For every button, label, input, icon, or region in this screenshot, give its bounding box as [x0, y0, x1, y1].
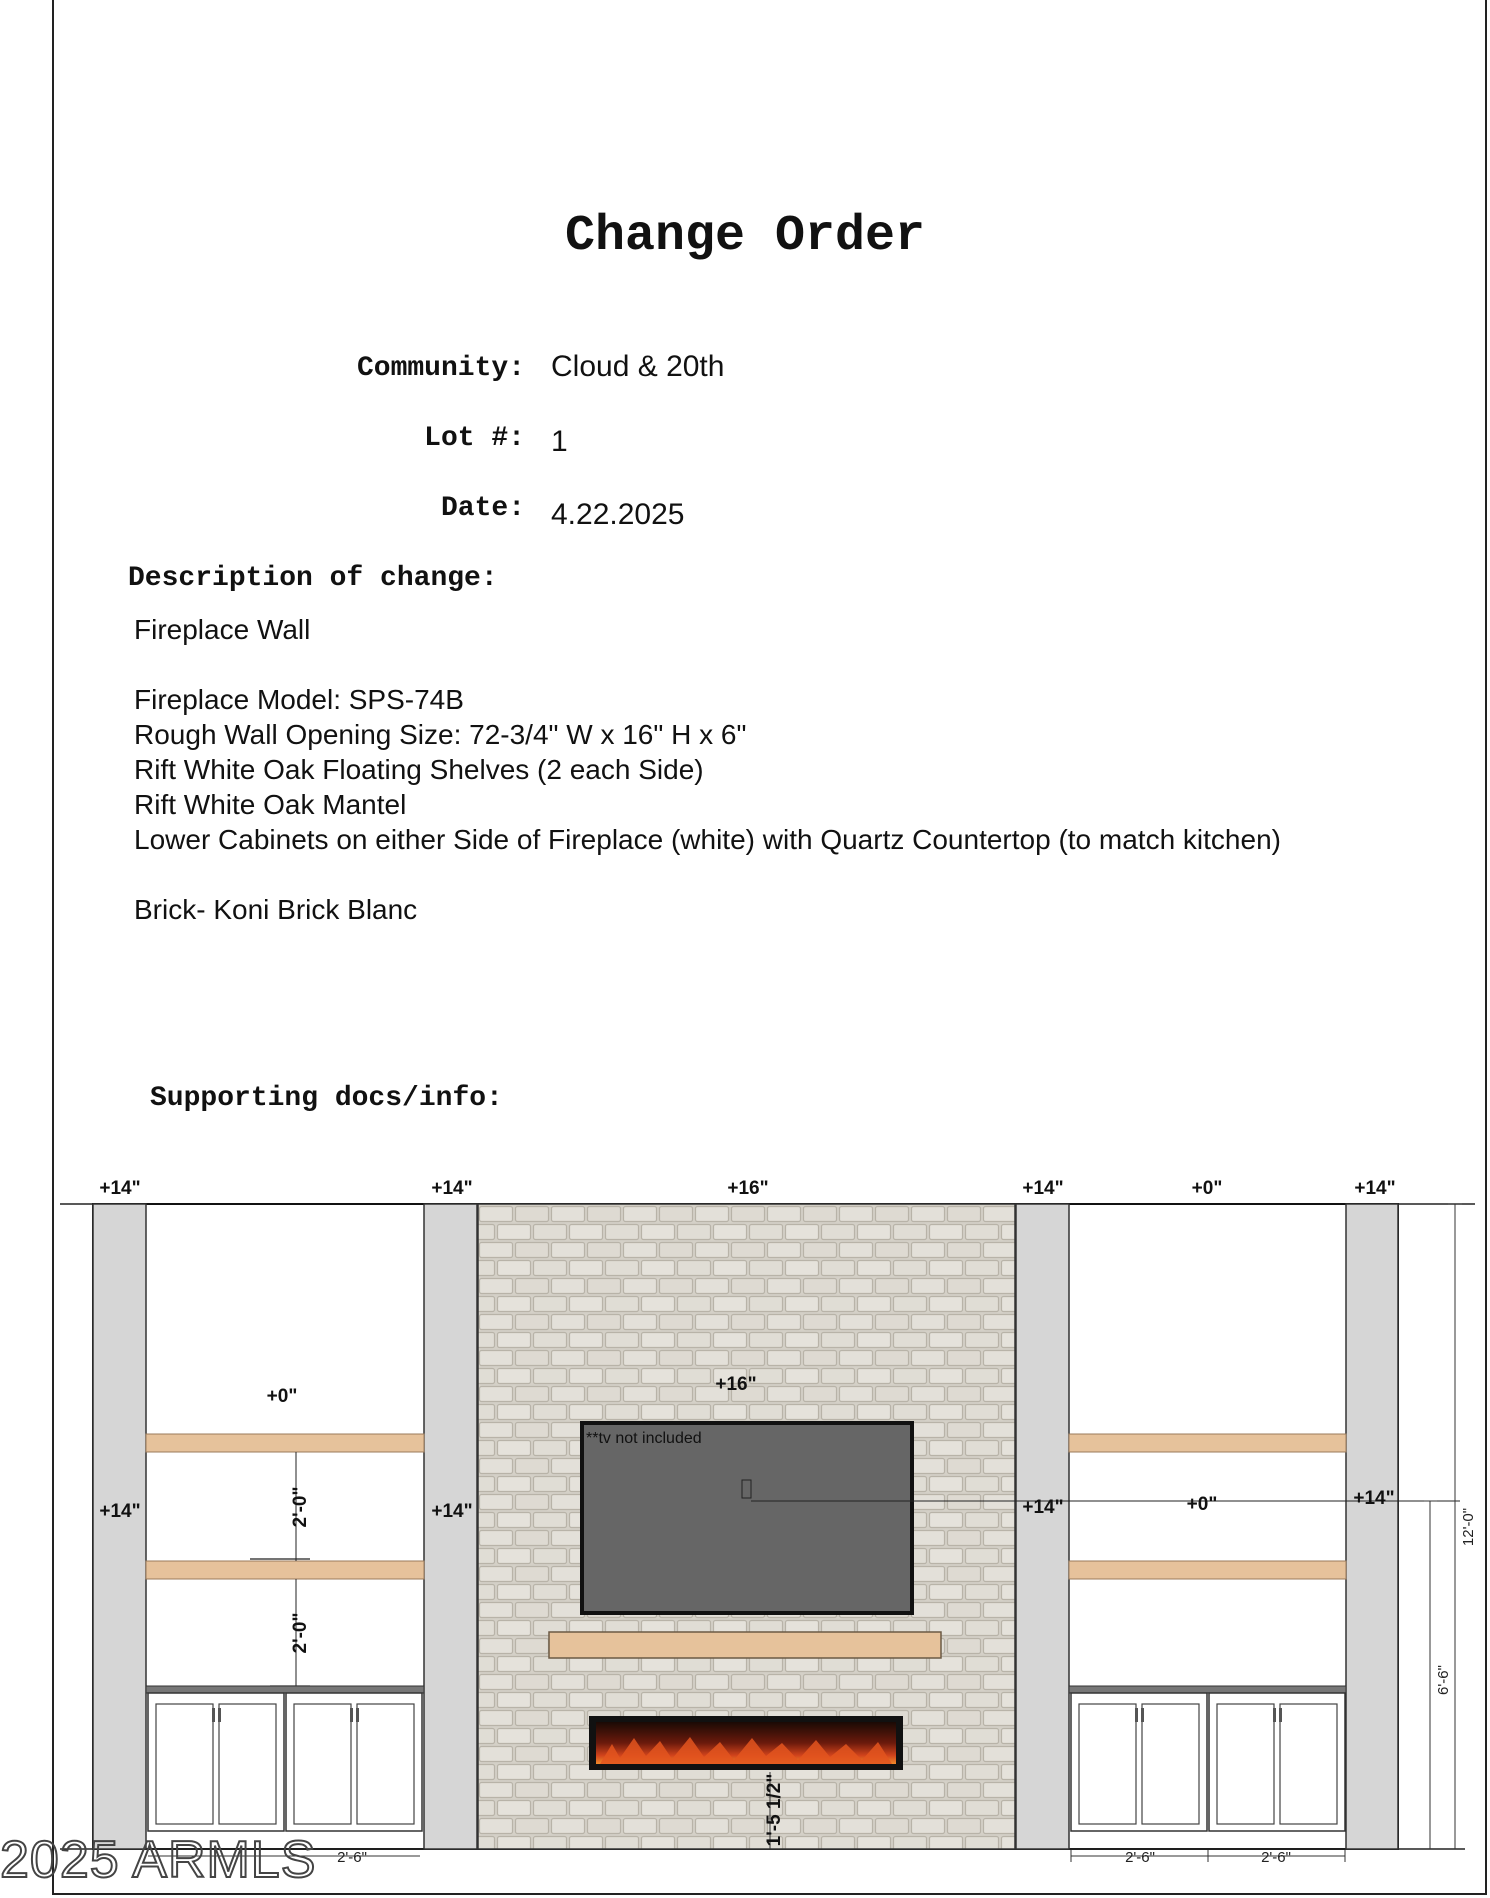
watermark: 2025 ARMLS [0, 1831, 317, 1889]
left-end-column [93, 1204, 146, 1849]
cabinet-handle [1141, 1708, 1144, 1722]
right-shelf-lower [1069, 1561, 1346, 1579]
total-height-label: 12'-0" [1460, 1507, 1477, 1547]
description-line: Fireplace Model: SPS-74B [134, 684, 464, 715]
description-line: Rift White Oak Mantel [134, 789, 407, 820]
shelf-spacing-upper-label: 2'-0" [290, 1486, 311, 1528]
left-countertop [146, 1686, 424, 1693]
tv-placeholder [582, 1423, 912, 1613]
fireplace-elevation-drawing [56, 1165, 1486, 1865]
community-label: Community: [356, 353, 525, 384]
left-mid-column [424, 1204, 477, 1849]
top-label-brick: +16" [727, 1178, 769, 1199]
date-value: 4.22.2025 [551, 498, 685, 531]
cabinet-height-label: 6'-6" [1435, 1665, 1452, 1695]
mid-column-depth-label: +14" [431, 1501, 473, 1522]
description-line: Rough Wall Opening Size: 72-3/4" W x 16" H x 6" [134, 719, 747, 750]
cabinet-handle [350, 1708, 353, 1722]
top-label-left-end: +14" [99, 1178, 141, 1199]
cabinet-handle [356, 1708, 359, 1722]
cabinet-handle [1135, 1708, 1138, 1722]
right-cabinet-1 [1071, 1693, 1207, 1831]
left-cabinet-1 [148, 1693, 284, 1831]
cabinet-handle [218, 1708, 221, 1722]
tv-note: **tv not included [586, 1430, 702, 1447]
page-title: Change Order [564, 208, 926, 265]
brick-depth-label: +16" [715, 1374, 757, 1395]
left-shelf-upper [146, 1434, 424, 1452]
top-label-right-mid: +14" [1022, 1178, 1064, 1199]
date-label: Date: [440, 493, 525, 524]
right-shelf-depth-label: +0" [1186, 1494, 1218, 1515]
supporting-heading: Supporting docs/info: [150, 1083, 503, 1114]
description-line [134, 647, 1281, 682]
description-line: Fireplace Wall [134, 614, 311, 645]
right-cabinet-2-width-label: 2'-6" [1261, 1849, 1291, 1865]
description-line: Lower Cabinets on either Side of Fireplace (white) with Quartz Countertop (to match kitchen) [134, 824, 1281, 855]
lot-label: Lot #: [424, 423, 525, 454]
left-cabinet-width-label: 2'-6" [337, 1849, 367, 1865]
right-mid-column-depth-label: +14" [1022, 1497, 1064, 1518]
left-shelf-depth-label: +0" [266, 1386, 298, 1407]
shelf-spacing-lower-label: 2'-0" [290, 1612, 311, 1654]
lot-value: 1 [551, 425, 568, 458]
cabinet-handle [212, 1708, 215, 1722]
cabinet-handle [1279, 1708, 1282, 1722]
description-line [134, 857, 1281, 892]
description-body [134, 612, 1281, 927]
right-countertop [1069, 1686, 1346, 1693]
cabinet-handle [1273, 1708, 1276, 1722]
right-end-column [1346, 1204, 1398, 1849]
community-value: Cloud & 20th [551, 350, 725, 383]
top-label-right-shelf: +0" [1191, 1178, 1223, 1199]
right-shelf-upper [1069, 1434, 1346, 1452]
right-end-column-depth-label: +14" [1353, 1488, 1395, 1509]
top-label-left-mid: +14" [431, 1178, 473, 1199]
description-line: Brick- Koni Brick Blanc [134, 894, 418, 925]
right-cabinet-1-width-label: 2'-6" [1125, 1849, 1155, 1865]
description-heading: Description of change: [128, 563, 498, 594]
top-label-right-end: +14" [1354, 1178, 1396, 1199]
left-shelf-lower [146, 1561, 424, 1579]
right-mid-column [1016, 1204, 1069, 1849]
left-cabinet-2 [286, 1693, 422, 1831]
right-cabinet-2 [1209, 1693, 1345, 1831]
description-line: Rift White Oak Floating Shelves (2 each Side) [134, 754, 704, 785]
mantel [549, 1632, 941, 1658]
left-column-depth-label: +14" [99, 1501, 141, 1522]
fireplace-height-label: 1'-5 1/2" [764, 1773, 785, 1847]
